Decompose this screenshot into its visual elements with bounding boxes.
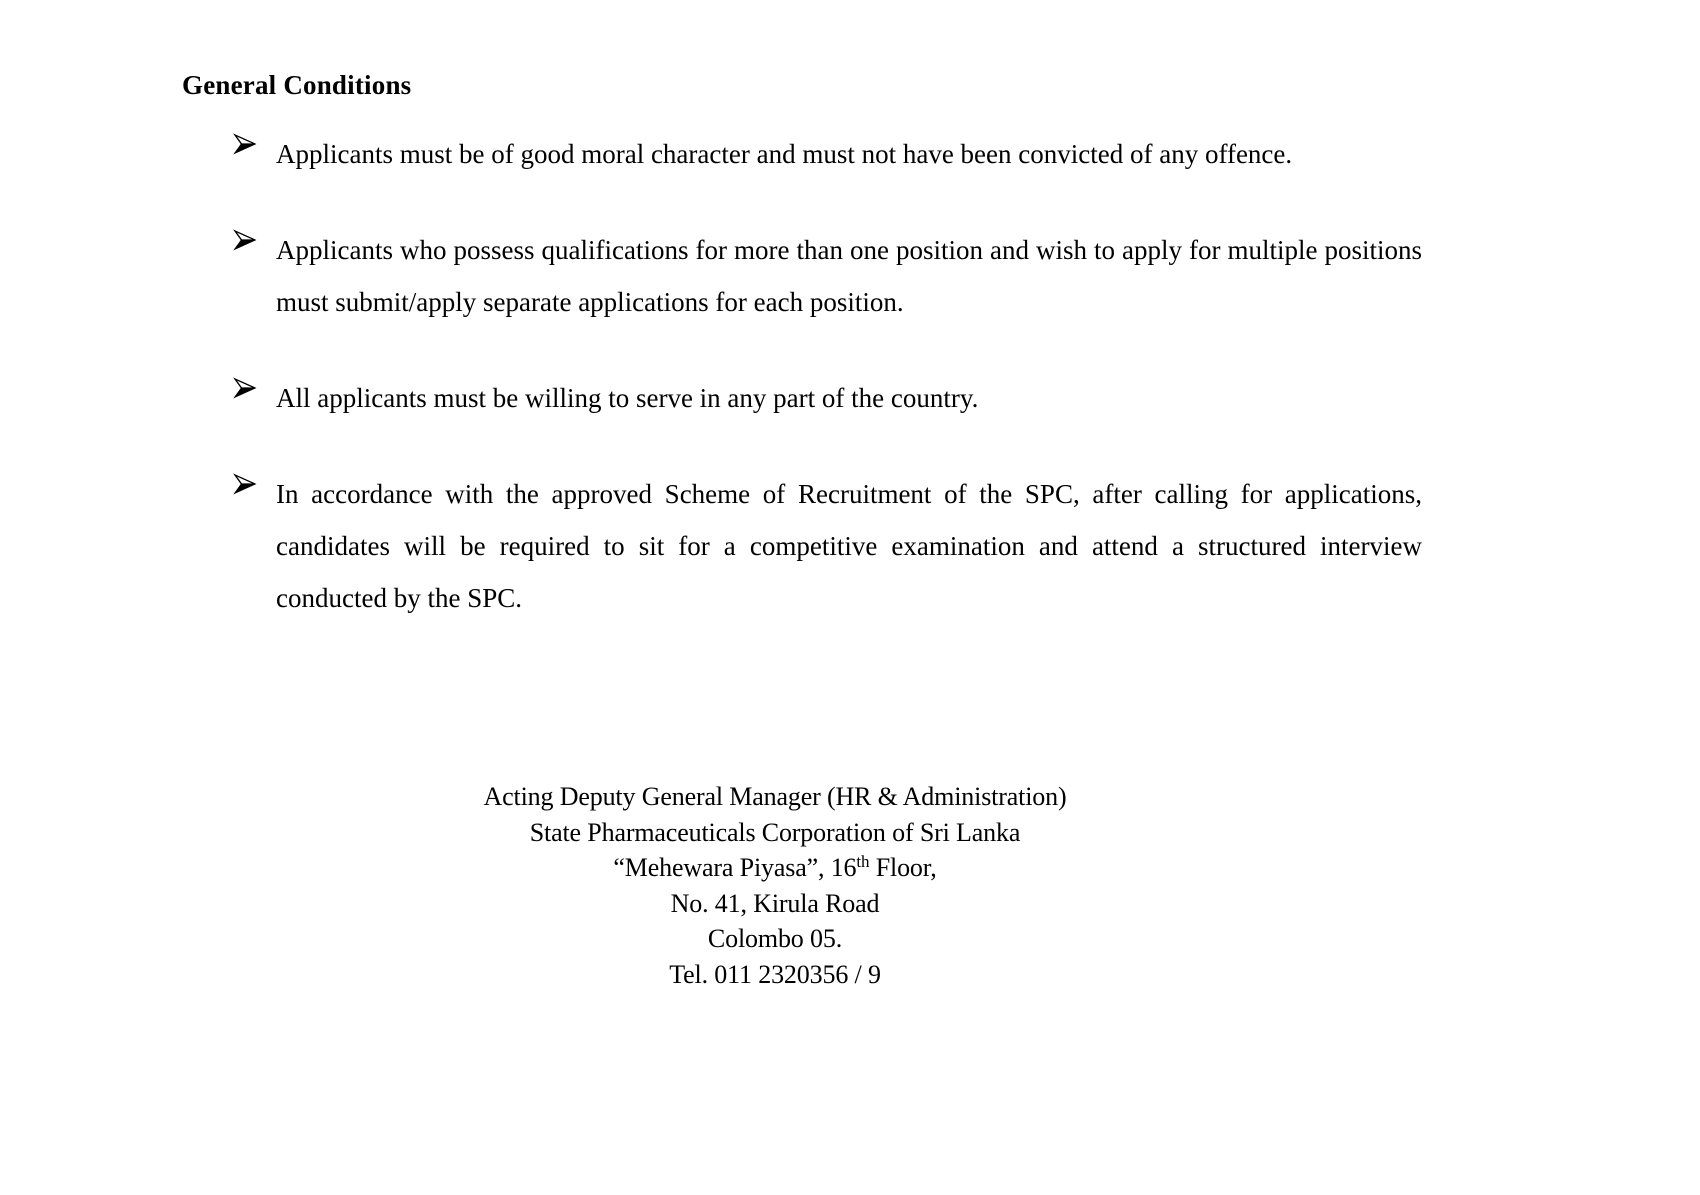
arrowhead-right-icon bbox=[232, 131, 262, 157]
list-item-text: In accordance with the approved Scheme of Recruitment of the SPC, after calling for applications, candidates will be required to sit for a competitive examination and attend a structured interview conducted by the SPC. bbox=[276, 479, 1422, 613]
signatory-building bbox=[0, 850, 1550, 886]
signatory-telephone: Tel. 011 2320356 / 9 bbox=[669, 959, 881, 989]
list-item bbox=[232, 128, 1422, 180]
list-item-text: All applicants must be willing to serve in any part of the country. bbox=[276, 383, 979, 413]
signature-address-block bbox=[0, 779, 1550, 992]
list-item-text: Applicants must be of good moral character and must not have been convicted of any offence. bbox=[276, 139, 1293, 169]
building-name-suffix: Floor, bbox=[869, 853, 937, 882]
list-item bbox=[232, 224, 1422, 328]
page-title: General Conditions bbox=[182, 70, 412, 100]
signatory-organisation: State Pharmaceuticals Corporation of Sri Lanka bbox=[529, 817, 1021, 847]
list-item-text: Applicants who possess qualifications for more than one position and wish to apply for multiple positions must submit/apply separate applications for each position. bbox=[276, 235, 1422, 317]
ordinal-suffix: th bbox=[856, 852, 870, 871]
building-name-prefix: “Mehewara Piyasa”, 16 bbox=[613, 853, 857, 882]
signatory-city: Colombo 05. bbox=[707, 924, 843, 953]
arrowhead-right-icon bbox=[232, 227, 262, 253]
arrowhead-right-icon bbox=[232, 375, 262, 401]
signatory-street: No. 41, Kirula Road bbox=[670, 888, 880, 918]
arrowhead-right-icon bbox=[232, 471, 262, 497]
list-item bbox=[232, 468, 1422, 624]
list-item bbox=[232, 372, 1422, 424]
general-conditions-list bbox=[232, 128, 1422, 624]
signatory-designation: Acting Deputy General Manager (HR & Administration) bbox=[483, 782, 1067, 811]
